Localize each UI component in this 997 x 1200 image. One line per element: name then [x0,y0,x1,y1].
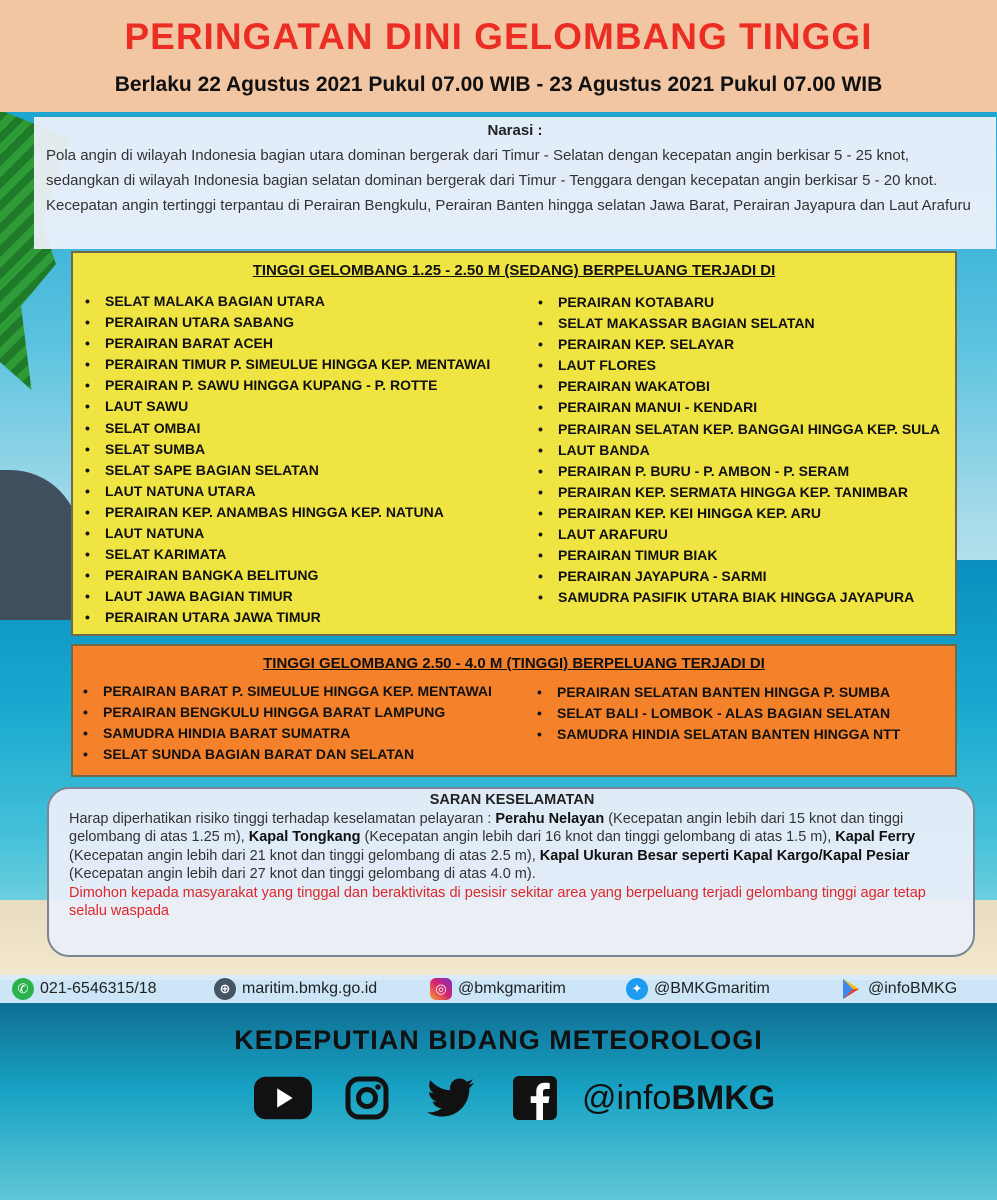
footer-title: KEDEPUTIAN BIDANG METEOROLOGI [234,1025,763,1055]
social-row [254,1073,775,1123]
list-item: • LAUT NATUNA UTARA [81,481,490,502]
list-item: • PERAIRAN BARAT P. SIMEULUE HINGGA KEP. MENTAWAI [79,681,492,702]
safety-advice-panel [47,787,975,957]
advice-intro: Harap diperhatikan risiko tinggi terhadap keselamatan pelayaran : [69,810,496,827]
contact-instagram[interactable] [430,978,566,1000]
narasi-title: Narasi : [487,122,543,139]
safety-advice-text [69,810,955,884]
list-item: • LAUT JAWA BAGIAN TIMUR [81,586,490,607]
list-item: • PERAIRAN UTARA JAWA TIMUR [81,607,490,628]
instagram-icon[interactable] [338,1074,396,1122]
list-item: • PERAIRAN WAKATOBI [534,376,940,397]
list-item: • SELAT SUMBA [81,439,490,460]
coastal-warning: Dimohon kepada masyarakat yang tinggal dan beraktivitas di pesisir sekitar area yang berpeluang terjadi gelombang tinggi agar tetap selalu waspada [69,884,926,919]
list-item: • SELAT SUNDA BAGIAN BARAT DAN SELATAN [79,744,492,765]
list-item: • SELAT KARIMATA [81,544,490,565]
list-item: • SELAT BALI - LOMBOK - ALAS BAGIAN SELATAN [533,703,900,724]
vessel-condition: (Kecepatan angin lebih dari 15 knot dan tinggi gelombang di atas 1.25 m), [69,810,904,845]
high-wave-panel [71,644,957,777]
phone-icon: ✆ [12,978,34,1000]
play-store-icon [840,978,862,1000]
high-wave-title: TINGGI GELOMBANG 2.50 - 4.0 M (TINGGI) BERPELUANG TERJADI DI [263,655,765,672]
facebook-icon[interactable] [506,1074,564,1122]
phone-number: 021-6546315/18 [40,980,157,997]
contact-website[interactable] [214,978,377,1000]
instagram-icon: ◎ [430,978,452,1000]
bmkg-handle[interactable] [582,1079,775,1118]
instagram-handle: @bmkgmaritim [458,980,566,997]
list-item: • SAMUDRA HINDIA BARAT SUMATRA [79,723,492,744]
twitter-icon: ✦ [626,978,648,1000]
list-item: • PERAIRAN TIMUR BIAK [534,545,940,566]
contact-twitter[interactable] [626,978,770,1000]
safety-advice-title: SARAN KESELAMATAN [429,792,595,808]
list-item: • PERAIRAN KEP. SERMATA HINGGA KEP. TANIMBAR [534,482,940,503]
high-right-list [533,682,900,745]
list-item: • SAMUDRA HINDIA SELATAN BANTEN HINGGA NTT [533,724,900,745]
handle-brand: BMKG [671,1078,776,1117]
list-item: • PERAIRAN BANGKA BELITUNG [81,565,490,586]
list-item: • PERAIRAN SELATAN BANTEN HINGGA P. SUMBA [533,682,900,703]
list-item: • PERAIRAN BARAT ACEH [81,333,490,354]
contact-playstore[interactable] [840,978,957,1000]
list-item: • PERAIRAN BENGKULU HINGGA BARAT LAMPUNG [79,702,492,723]
list-item: • PERAIRAN P. SAWU HINGGA KUPANG - P. ROTTE [81,375,490,396]
vessel-condition: (Kecepatan angin lebih dari 16 knot dan tinggi gelombang di atas 1.5 m), [360,829,836,845]
list-item: • LAUT SAWU [81,396,490,417]
list-item: • PERAIRAN KEP. SELAYAR [534,334,940,355]
globe-icon: ⊕ [214,978,236,1000]
youtube-icon[interactable] [254,1074,312,1122]
list-item: • PERAIRAN KEP. KEI HINGGA KEP. ARU [534,503,940,524]
moderate-left-list [81,291,490,629]
vessel-condition: (Kecepatan angin lebih dari 27 knot dan tinggi gelombang di atas 4.0 m). [69,866,536,882]
moderate-right-list [534,292,940,608]
list-item: • LAUT FLORES [534,355,940,376]
vessel-type: Kapal Ferry [835,829,916,845]
vessel-type: Kapal Tongkang [248,829,361,845]
moderate-wave-panel [71,251,957,636]
list-item: • PERAIRAN UTARA SABANG [81,312,490,333]
twitter-icon[interactable] [422,1074,480,1122]
vessel-condition: (Kecepatan angin lebih dari 21 knot dan tinggi gelombang di atas 2.5 m), [69,847,540,864]
validity-period: Berlaku 22 Agustus 2021 Pukul 07.00 WIB - 23 Agustus 2021 Pukul 07.00 WIB [114,73,883,96]
twitter-handle: @BMKGmaritim [654,980,770,997]
list-item: • SELAT MAKASSAR BAGIAN SELATAN [534,313,940,334]
list-item: • SAMUDRA PASIFIK UTARA BIAK HINGGA JAYAPURA [534,587,940,608]
list-item: • LAUT NATUNA [81,523,490,544]
list-item: • PERAIRAN KOTABARU [534,292,940,313]
list-item: • PERAIRAN SELATAN KEP. BANGGAI HINGGA KEP. SULA [534,419,940,440]
narasi-text: Pola angin di wilayah Indonesia bagian utara dominan bergerak dari Timur - Selatan dengan kecepatan angin berkisar 5 - 25 knot, sedangkan di wilayah Indonesia bagian selatan dominan bergerak dari Timur - Tenggara dengan kecepatan angin berkisar 5 - 20 knot. Kecepatan angin tertinggi terpantau di Perairan Bengkulu, Perairan Banten hingga selatan Jawa Barat, Perairan Jayapura dan Laut Arafuru [46,147,971,214]
high-left-list [79,681,492,765]
list-item: • LAUT ARAFURU [534,524,940,545]
narasi-panel [34,117,996,249]
page-title: PERINGATAN DINI GELOMBANG TINGGI [124,16,873,57]
list-item: • PERAIRAN P. BURU - P. AMBON - P. SERAM [534,461,940,482]
list-item: • PERAIRAN TIMUR P. SIMEULUE HINGGA KEP. MENTAWAI [81,354,490,375]
contact-phone[interactable] [12,978,157,1000]
list-item: • SELAT SAPE BAGIAN SELATAN [81,460,490,481]
list-item: • PERAIRAN KEP. ANAMBAS HINGGA KEP. NATUNA [81,502,490,523]
vessel-type: Kapal Ukuran Besar seperti Kapal Kargo/Kapal Pesiar [539,847,910,864]
website-url: maritim.bmkg.go.id [242,980,378,997]
header-banner [0,0,997,112]
list-item: • SELAT OMBAI [81,418,490,439]
list-item: • PERAIRAN MANUI - KENDARI [534,397,940,418]
list-item: • LAUT BANDA [534,440,940,461]
moderate-wave-title: TINGGI GELOMBANG 1.25 - 2.50 M (SEDANG) BERPELUANG TERJADI DI [252,262,776,279]
vessel-type: Perahu Nelayan [495,810,605,827]
contact-bar [0,975,997,1003]
list-item: • SELAT MALAKA BAGIAN UTARA [81,291,490,312]
playstore-handle: @infoBMKG [868,980,958,997]
handle-prefix: @info [582,1078,672,1117]
list-item: • PERAIRAN JAYAPURA - SARMI [534,566,940,587]
